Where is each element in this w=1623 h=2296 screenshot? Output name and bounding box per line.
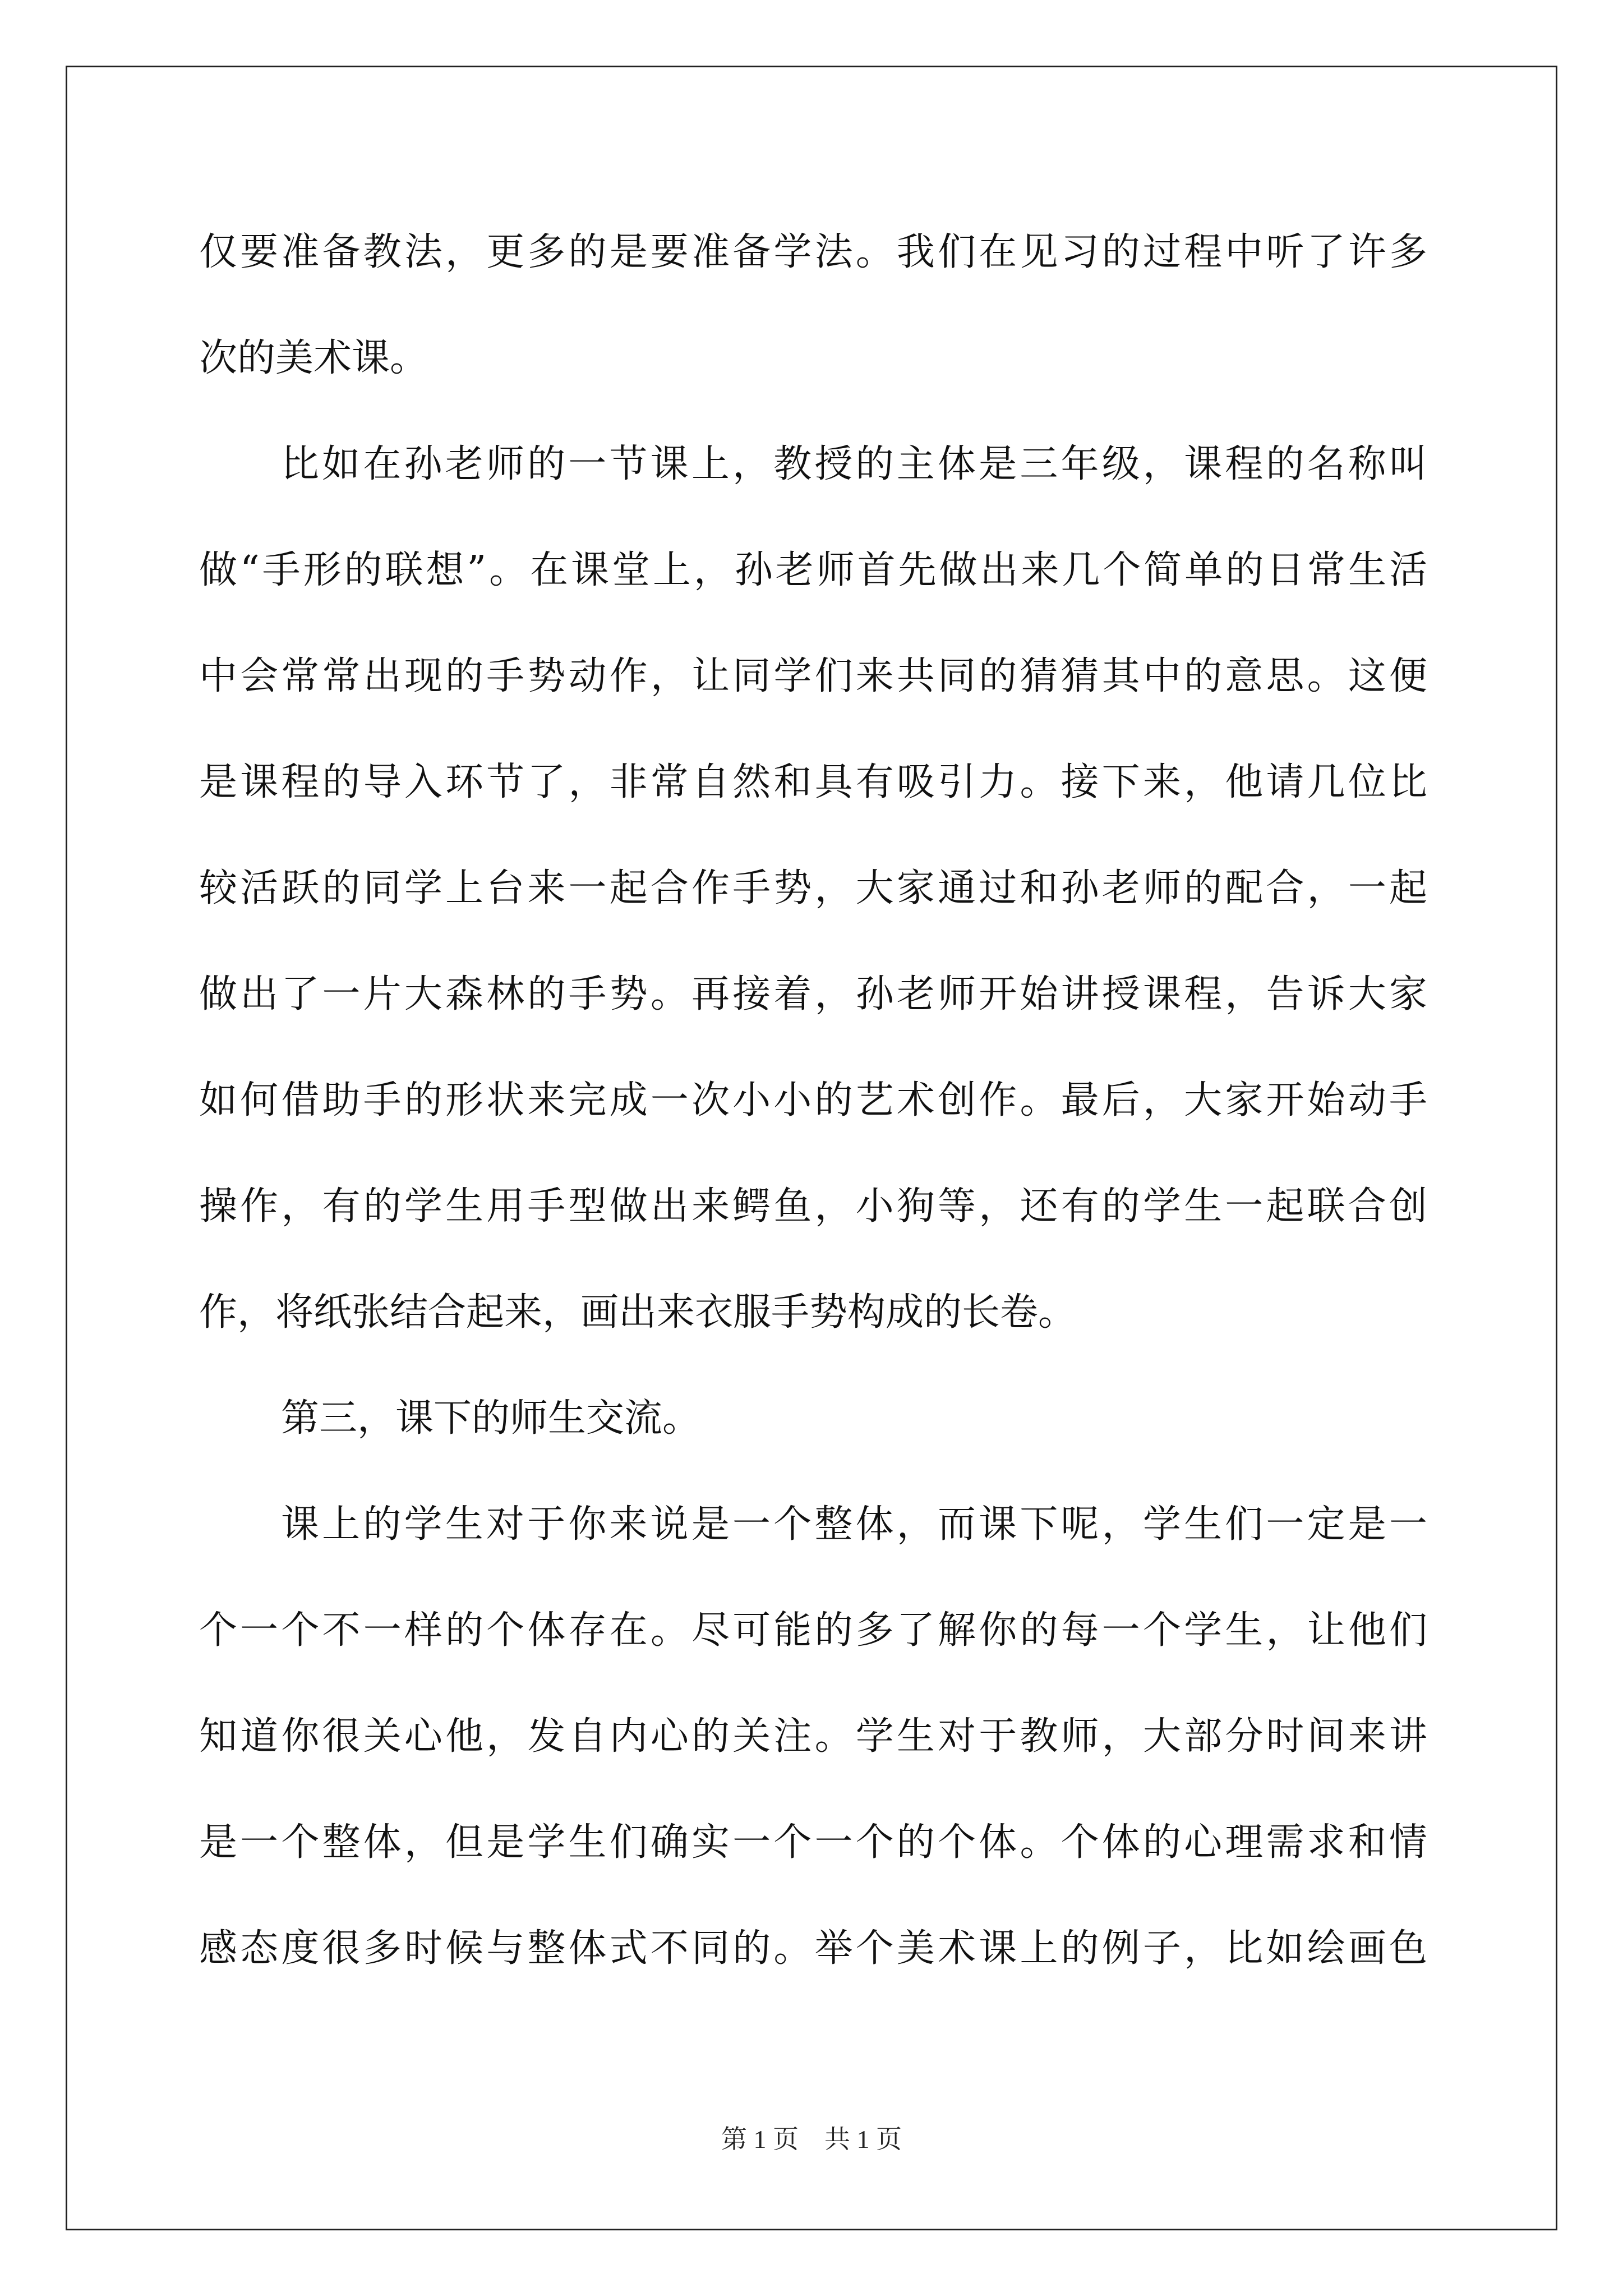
text-line: 操作，有的学生用手型做出来鳄鱼，小狗等，还有的学生一起联合创 (199, 1184, 1427, 1228)
text-line: 如何借助手的形状来完成一次小小的艺术创作。最后，大家开始动手 (199, 1078, 1427, 1122)
text-line: 是一个整体，但是学生们确实一个一个的个体。个体的心理需求和情 (199, 1820, 1427, 1865)
paragraph-start-line: 课上的学生对于你来说是一个整体，而课下呢，学生们一定是一 (281, 1502, 1427, 1547)
text-line: 知道你很关心他，发自内心的关注。学生对于教师，大部分时间来讲 (199, 1714, 1427, 1759)
paragraph-start-line: 比如在孙老师的一节课上，教授的主体是三年级，课程的名称叫 (281, 442, 1427, 486)
text-line: 仅要准备教法，更多的是要准备学法。我们在见习的过程中听了许多 (199, 230, 1427, 274)
text-line: 做“手形的联想”。在课堂上，孙老师首先做出来几个简单的日常生活 (199, 548, 1427, 592)
page-number-footer: 第 1 页 共 1 页 (721, 2125, 902, 2154)
document-body (199, 199, 1427, 2001)
section-heading-line: 第三，课下的师生交流。 (281, 1396, 701, 1441)
text-line: 感态度很多时候与整体式不同的。举个美术课上的例子，比如绘画色 (199, 1926, 1427, 1971)
text-line: 中会常常出现的手势动作，让同学们来共同的猜猜其中的意思。这便 (199, 654, 1427, 698)
text-line: 是课程的导入环节了，非常自然和具有吸引力。接下来，他请几位比 (199, 760, 1427, 804)
text-line: 做出了一片大森林的手势。再接着，孙老师开始讲授课程，告诉大家 (199, 972, 1427, 1016)
text-line: 作，将纸张结合起来，画出来衣服手势构成的长卷。 (199, 1290, 1077, 1335)
text-line: 个一个不一样的个体存在。尽可能的多了解你的每一个学生，让他们 (199, 1608, 1427, 1653)
text-line: 次的美术课。 (199, 336, 428, 380)
text-line: 较活跃的同学上台来一起合作手势，大家通过和孙老师的配合，一起 (199, 866, 1427, 910)
